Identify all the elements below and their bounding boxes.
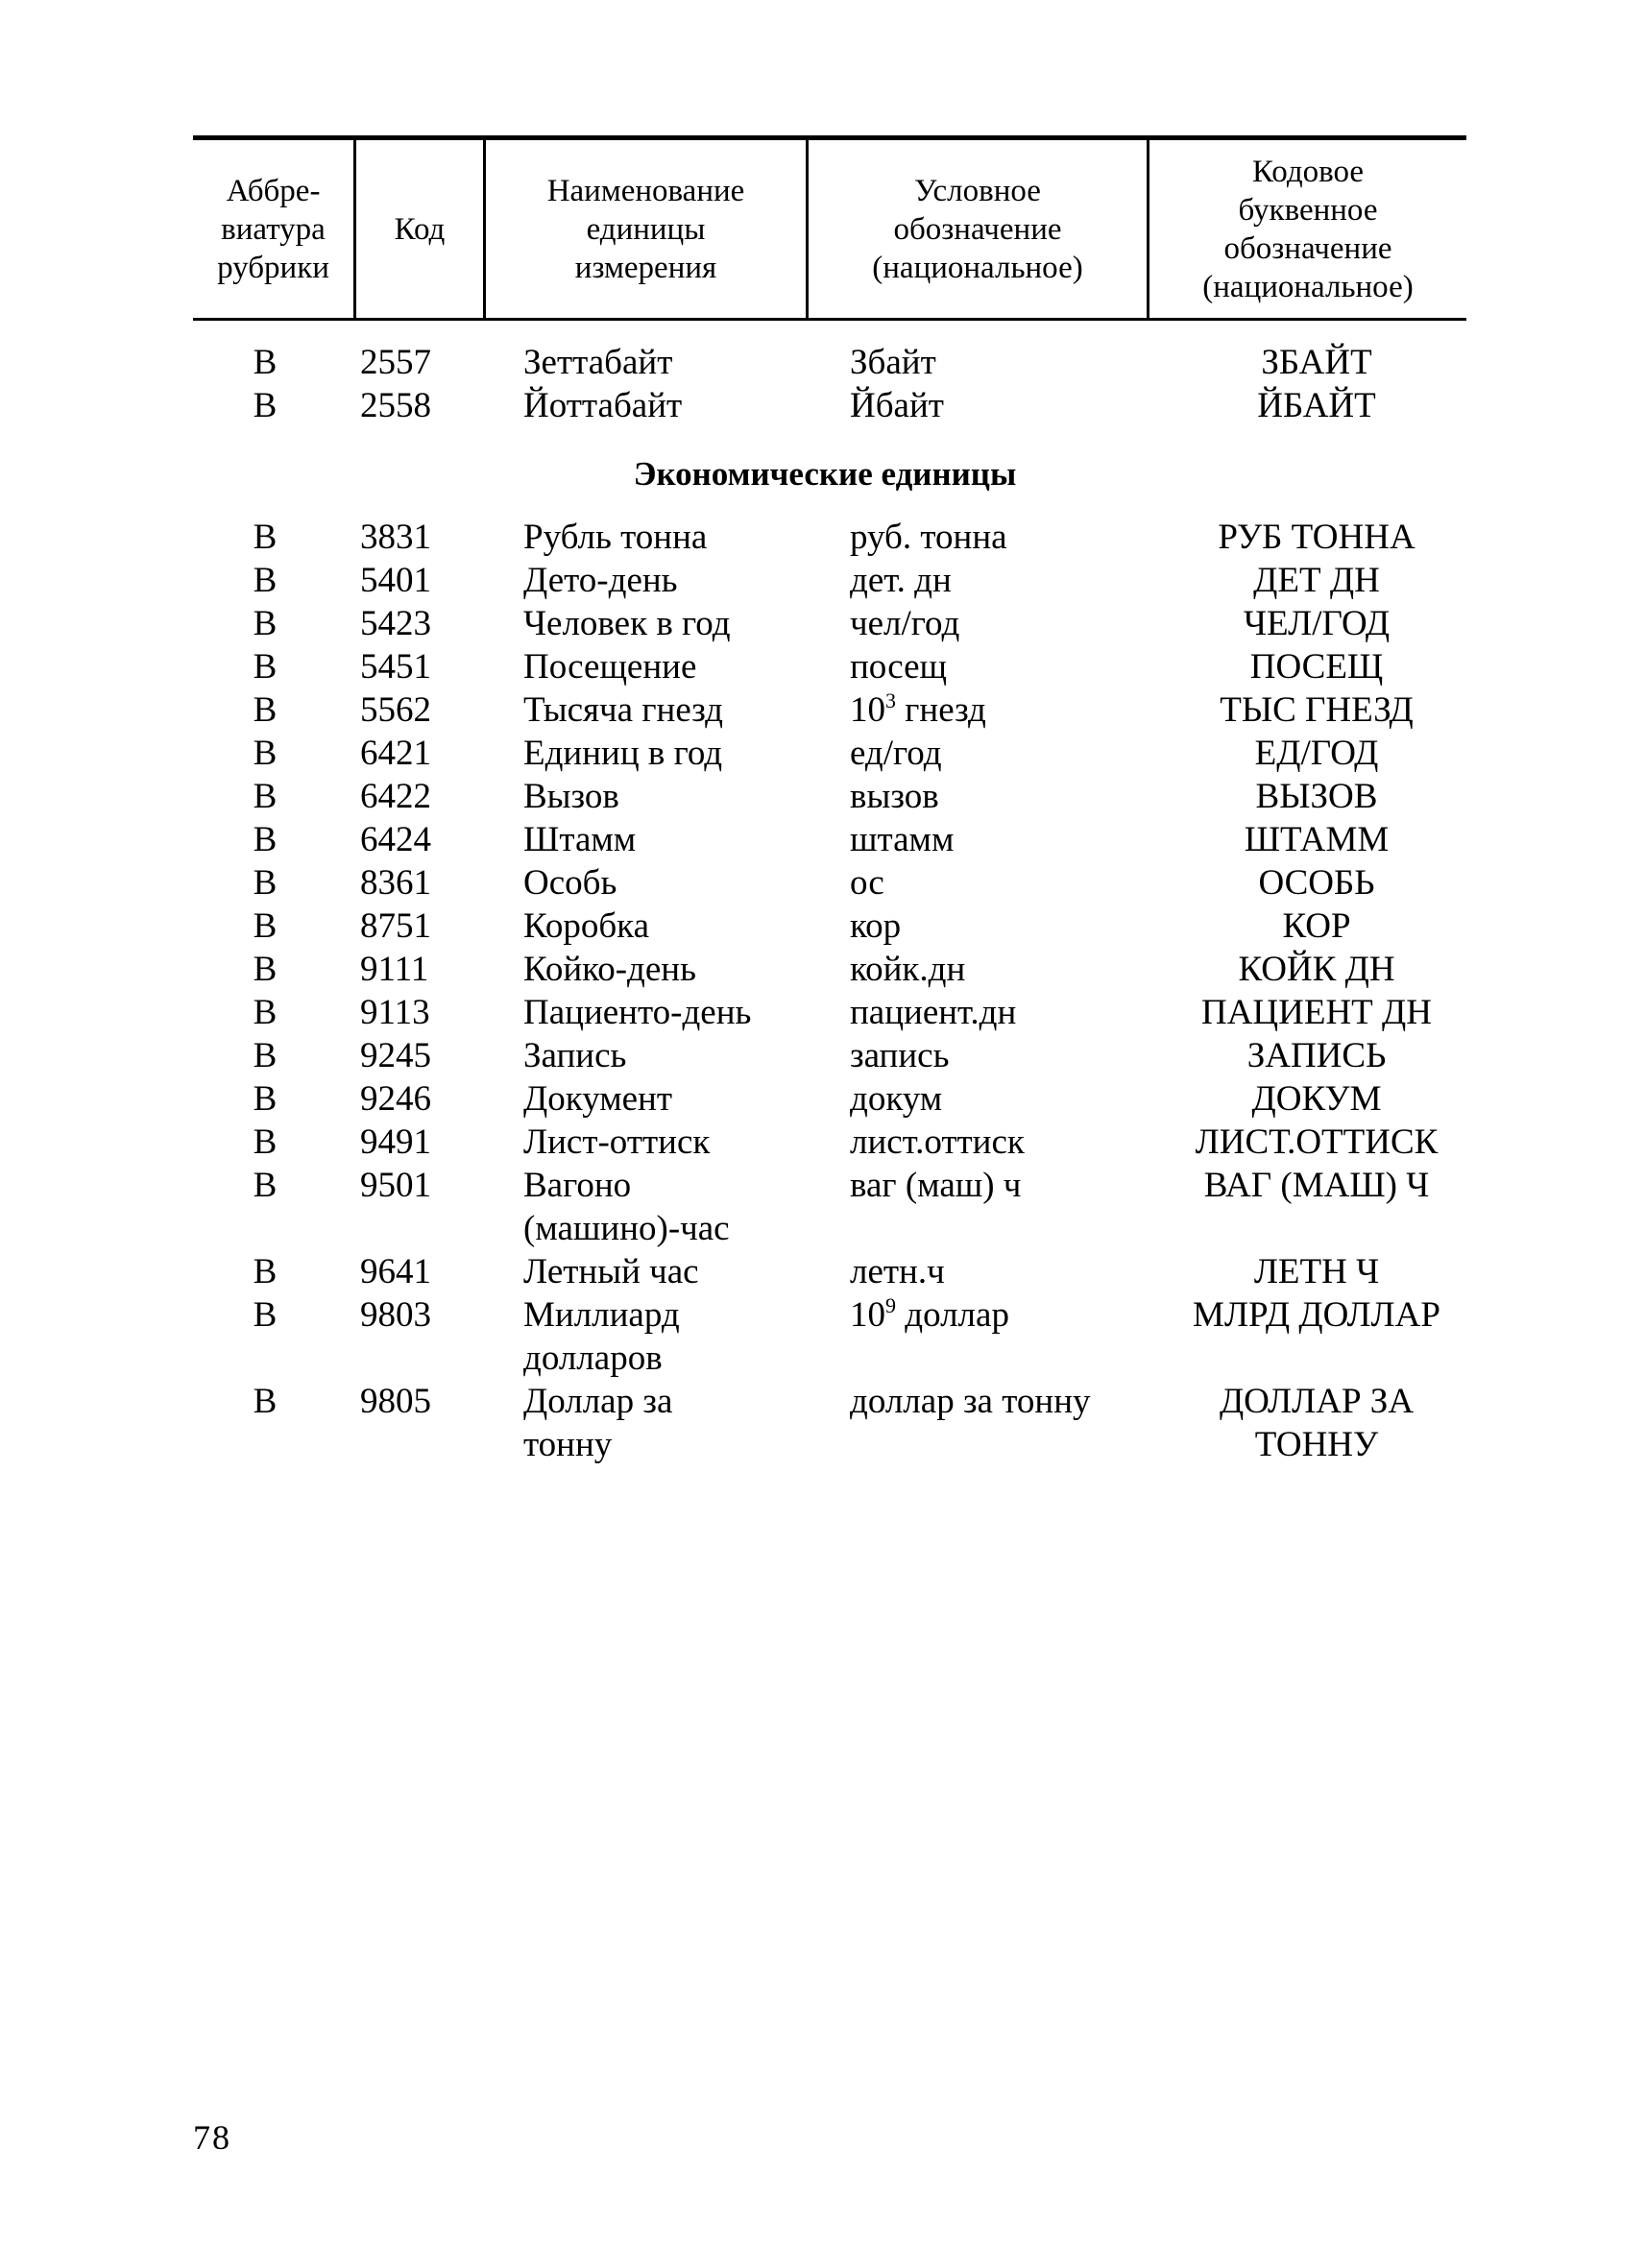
symbol-text: Йбайт: [850, 386, 944, 425]
cell-symbol: [823, 1380, 1167, 1466]
cell-abbreviation: В: [253, 561, 278, 600]
cell-abbreviation: В: [253, 820, 278, 859]
cell-abbreviation: В: [253, 518, 278, 557]
symbol-exponent: 9: [885, 1293, 896, 1317]
cell-abbreviation: В: [253, 386, 278, 425]
cell-symbol: [823, 905, 1167, 948]
symbol-text: лист.оттиск: [850, 1122, 1025, 1162]
cell-unit-name: Рубль тонна: [523, 518, 708, 557]
cell-symbol: [823, 991, 1167, 1034]
cell-abbreviation: В: [253, 1036, 278, 1075]
cell-unit-name: Койко-день: [523, 950, 696, 989]
cell-abbreviation: В: [253, 906, 278, 946]
cell-code: 5451: [360, 647, 431, 687]
table-row: [193, 1293, 1466, 1380]
cell-letter-code: КОЙК ДН: [1238, 950, 1395, 989]
cell-code: 9501: [360, 1166, 431, 1205]
cell-code: 9641: [360, 1252, 431, 1291]
symbol-text: койк.дн: [850, 950, 966, 989]
cell-code: 3831: [360, 518, 431, 557]
cell-letter-code: ПАЦИЕНТ ДН: [1200, 993, 1432, 1032]
header-abbreviation: Аббре- виатура рубрики: [217, 173, 329, 285]
symbol-text: вызов: [850, 777, 939, 816]
cell-unit-name: Летный час: [523, 1252, 699, 1291]
symbol-text: ваг (маш) ч: [850, 1166, 1022, 1205]
cell-code: 8751: [360, 906, 431, 946]
cell-letter-code: ДОЛЛАР ЗА ТОННУ: [1219, 1382, 1415, 1464]
cell-letter-code: ОСОБЬ: [1258, 863, 1375, 903]
cell-letter-code: РУБ ТОННА: [1218, 518, 1415, 557]
cell-abbreviation: В: [253, 1166, 278, 1205]
symbol-text: кор: [850, 906, 902, 946]
header-symbol: Условное обозначение (национальное): [806, 140, 1147, 318]
cell-letter-code: ЗБАЙТ: [1261, 343, 1372, 382]
symbol-text: ед/год: [850, 734, 942, 773]
cell-code: 2557: [360, 343, 431, 382]
table-row: [193, 732, 1466, 775]
cell-unit-name: Миллиард долларов: [523, 1295, 680, 1378]
symbol-text: 10: [850, 690, 885, 730]
cell-unit-name: Документ: [523, 1079, 673, 1119]
symbol-text: чел/год: [850, 604, 960, 643]
table-row: [193, 559, 1466, 602]
header-unit-name: Наименование единицы измерения: [483, 140, 806, 318]
cell-abbreviation: В: [253, 604, 278, 643]
cell-code: 6424: [360, 820, 431, 859]
table-rows-top: [193, 341, 1466, 427]
cell-symbol: [823, 1077, 1167, 1121]
cell-unit-name: Тысяча гнезд: [523, 690, 723, 730]
cell-code: 5423: [360, 604, 431, 643]
table-row: [193, 1164, 1466, 1250]
cell-abbreviation: В: [253, 777, 278, 816]
cell-code: 6421: [360, 734, 431, 773]
symbol-text: руб. тонна: [850, 518, 1007, 557]
cell-unit-name: Человек в год: [523, 604, 731, 643]
table-row: [193, 1380, 1466, 1466]
cell-symbol: [823, 1293, 1167, 1380]
cell-code: 9803: [360, 1295, 431, 1335]
table-row: [193, 991, 1466, 1034]
cell-code: 2558: [360, 386, 431, 425]
table-row: [193, 775, 1466, 818]
cell-unit-name: Йоттабайт: [523, 386, 683, 425]
table-row: [193, 516, 1466, 559]
symbol-text: пациент.дн: [850, 993, 1017, 1032]
cell-unit-name: Посещение: [523, 647, 697, 687]
cell-unit-name: Зеттабайт: [523, 343, 673, 382]
cell-abbreviation: В: [253, 1122, 278, 1162]
table-row: [193, 818, 1466, 861]
cell-unit-name: Вагоно (машино)-час: [523, 1166, 730, 1248]
cell-code: 9245: [360, 1036, 431, 1075]
table-row: [193, 645, 1466, 688]
table-row: [193, 1034, 1466, 1077]
symbol-text: ос: [850, 863, 884, 903]
table-rows-economic: [193, 516, 1466, 1466]
cell-code: 5401: [360, 561, 431, 600]
section-title: Экономические единицы: [633, 455, 1017, 493]
cell-abbreviation: В: [253, 950, 278, 989]
table-row: [193, 1250, 1466, 1293]
page-number: 78: [193, 2118, 231, 2157]
cell-symbol: [823, 775, 1167, 818]
cell-abbreviation: В: [253, 647, 278, 687]
cell-letter-code: ЕД/ГОД: [1254, 734, 1379, 773]
symbol-text: докум: [850, 1079, 943, 1119]
table-header: [193, 135, 1466, 321]
table-row: [193, 688, 1466, 732]
symbol-text: летн.ч: [850, 1252, 945, 1291]
table-row: [193, 1077, 1466, 1121]
cell-abbreviation: В: [253, 343, 278, 382]
symbol-suffix: доллар: [896, 1295, 1009, 1335]
symbol-text: запись: [850, 1036, 950, 1075]
cell-code: 9805: [360, 1382, 431, 1421]
symbol-text: доллар за тонну: [850, 1382, 1091, 1421]
cell-code: 9113: [360, 993, 430, 1032]
cell-code: 9111: [360, 950, 429, 989]
cell-unit-name: Дето-день: [523, 561, 678, 600]
table-row: [193, 384, 1466, 427]
cell-letter-code: ТЫС ГНЕЗД: [1220, 690, 1414, 730]
cell-abbreviation: В: [253, 1079, 278, 1119]
cell-unit-name: Доллар за тонну: [523, 1382, 673, 1464]
cell-letter-code: ДЕТ ДН: [1253, 561, 1380, 600]
cell-letter-code: КОР: [1282, 906, 1351, 946]
cell-letter-code: ЙБАЙТ: [1257, 386, 1376, 425]
cell-symbol: [823, 1121, 1167, 1164]
cell-symbol: [823, 384, 1167, 427]
cell-abbreviation: В: [253, 1382, 278, 1421]
cell-abbreviation: В: [253, 1295, 278, 1335]
table-row: [193, 341, 1466, 384]
cell-symbol: [823, 732, 1167, 775]
cell-symbol: [823, 559, 1167, 602]
cell-letter-code: ЛЕТН Ч: [1253, 1252, 1380, 1291]
symbol-suffix: гнезд: [896, 690, 986, 730]
cell-code: 9491: [360, 1122, 431, 1162]
cell-unit-name: Единиц в год: [523, 734, 723, 773]
cell-abbreviation: В: [253, 863, 278, 903]
symbol-text: штамм: [850, 820, 955, 859]
cell-unit-name: Штамм: [523, 820, 637, 859]
cell-code: 6422: [360, 777, 431, 816]
cell-letter-code: МЛРД ДОЛЛАР: [1193, 1295, 1440, 1335]
cell-letter-code: ЛИСТ.ОТТИСК: [1195, 1122, 1439, 1162]
cell-letter-code: ЧЕЛ/ГОД: [1243, 604, 1391, 643]
cell-abbreviation: В: [253, 1252, 278, 1291]
cell-unit-name: Запись: [523, 1036, 627, 1075]
cell-symbol: [823, 1034, 1167, 1077]
cell-unit-name: Лист-оттиск: [523, 1122, 711, 1162]
symbol-text: Збайт: [850, 343, 936, 382]
cell-code: 9246: [360, 1079, 431, 1119]
cell-unit-name: Пациенто-день: [523, 993, 752, 1032]
table-row: [193, 861, 1466, 905]
table-row: [193, 905, 1466, 948]
table-row: [193, 602, 1466, 645]
cell-symbol: [823, 1250, 1167, 1293]
cell-unit-name: Коробка: [523, 906, 649, 946]
cell-abbreviation: В: [253, 690, 278, 730]
cell-symbol: [823, 688, 1167, 732]
cell-unit-name: Вызов: [523, 777, 619, 816]
cell-code: 8361: [360, 863, 431, 903]
cell-letter-code: ВАГ (МАШ) Ч: [1203, 1166, 1430, 1205]
cell-symbol: [823, 948, 1167, 991]
cell-abbreviation: В: [253, 993, 278, 1032]
cell-symbol: [823, 516, 1167, 559]
table-row: [193, 1121, 1466, 1164]
symbol-text: дет. дн: [850, 561, 952, 600]
cell-symbol: [823, 1164, 1167, 1250]
table-body: [193, 341, 1466, 1466]
cell-unit-name: Особь: [523, 863, 617, 903]
symbol-text: 10: [850, 1295, 885, 1335]
cell-symbol: [823, 861, 1167, 905]
cell-letter-code: ДОКУМ: [1251, 1079, 1382, 1119]
header-code: Код: [353, 140, 483, 318]
cell-letter-code: ПОСЕЩ: [1249, 647, 1384, 687]
cell-symbol: [823, 818, 1167, 861]
symbol-exponent: 3: [885, 688, 896, 712]
symbol-text: посещ: [850, 647, 948, 687]
cell-symbol: [823, 645, 1167, 688]
header-letter-code: Кодовое буквенное обозначение (национальное): [1147, 140, 1466, 318]
cell-letter-code: ШТАММ: [1244, 820, 1390, 859]
cell-symbol: [823, 341, 1167, 384]
table-row: [193, 948, 1466, 991]
cell-symbol: [823, 602, 1167, 645]
cell-code: 5562: [360, 690, 431, 730]
cell-letter-code: ВЫЗОВ: [1255, 777, 1378, 816]
cell-letter-code: ЗАПИСЬ: [1246, 1036, 1387, 1075]
cell-abbreviation: В: [253, 734, 278, 773]
